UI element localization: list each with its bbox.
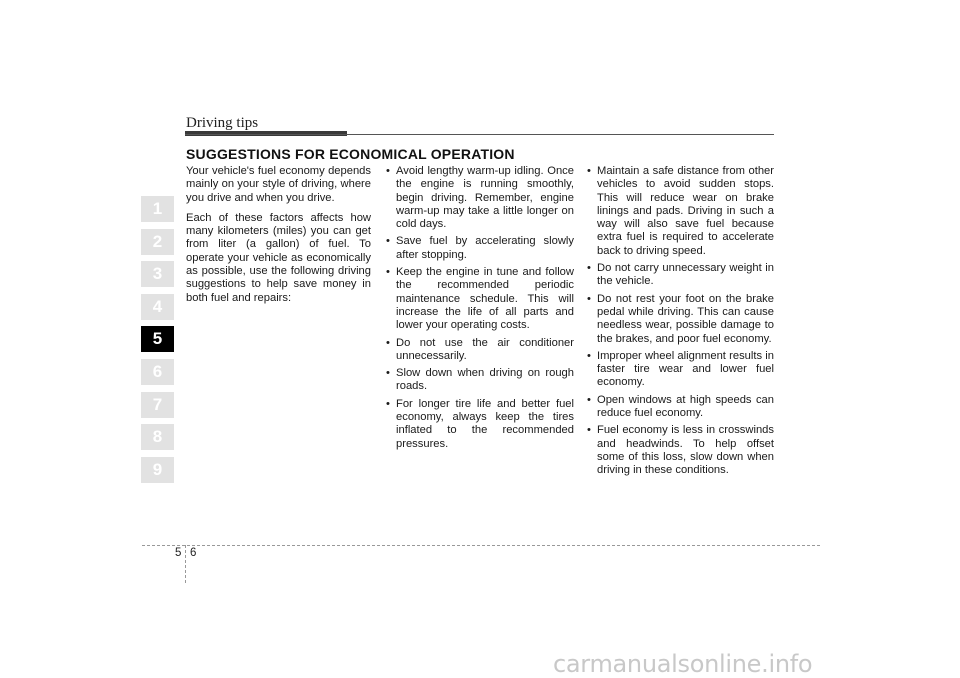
tip-item <box>385 165 574 231</box>
tip-text: Keep the engine in tune and follow the recommended periodic maintenance schedule. This will increase the life of all parts and lower your operating costs. <box>396 266 574 332</box>
chapter-tab-9[interactable]: 9 <box>141 457 174 483</box>
tip-item <box>586 394 774 421</box>
tip-text: For longer tire life and better fuel economy, always keep the tires inflated to the recommended pressures. <box>396 397 574 450</box>
tip-item <box>586 262 774 289</box>
header-rule-thin <box>185 134 774 135</box>
tip-item <box>385 367 574 394</box>
tip-text: Do not carry unnecessary weight in the vehicle. <box>597 262 774 288</box>
chapter-tab-7[interactable]: 7 <box>141 392 174 418</box>
tip-item <box>385 337 574 364</box>
bullet-icon: • <box>386 367 390 380</box>
tip-item <box>385 266 574 332</box>
footer-page-divider <box>185 545 186 583</box>
chapter-tab-5[interactable]: 5 <box>141 326 174 352</box>
section-heading: SUGGESTIONS FOR ECONOMICAL OPERATION <box>186 146 515 162</box>
bullet-icon: • <box>386 336 390 349</box>
bullet-icon: • <box>587 292 591 305</box>
footer-divider <box>142 545 820 546</box>
tip-item <box>586 293 774 346</box>
chapter-tab-6[interactable]: 6 <box>141 359 174 385</box>
tip-item <box>385 398 574 451</box>
column-tips-1 <box>385 165 574 455</box>
column-intro <box>186 165 371 312</box>
tip-text: Fuel economy is less in crosswinds and headwinds. To help offset some of this loss, slow down when driving in these conditions. <box>597 424 774 477</box>
tip-text: Do not rest your foot on the brake pedal while driving. This can cause needless wear, possible damage to the brakes, and poor fuel economy. <box>597 292 774 345</box>
tip-text: Improper wheel alignment results in faster tire wear and lower fuel economy. <box>597 349 774 389</box>
chapter-tab-4[interactable]: 4 <box>141 294 174 320</box>
bullet-icon: • <box>587 424 591 437</box>
column-tips-2 <box>586 165 774 482</box>
chapter-tab-2[interactable]: 2 <box>141 229 174 255</box>
page-header-title: Driving tips <box>186 115 259 131</box>
chapter-tab-3[interactable]: 3 <box>141 261 174 287</box>
bullet-icon: • <box>386 397 390 410</box>
tip-item <box>385 235 574 262</box>
bullet-icon: • <box>587 393 591 406</box>
footer-page-number: 6 <box>190 547 197 559</box>
tip-text: Avoid lengthy warm-up idling. Once the engine is running smoothly, begin driving. Remember, engine warm-up may take a little longer on cold days. <box>396 165 574 231</box>
bullet-icon: • <box>587 262 591 275</box>
bullet-icon: • <box>386 266 390 279</box>
tip-text: Save fuel by accelerating slowly after stopping. <box>396 235 574 261</box>
bullet-icon: • <box>587 165 591 177</box>
tip-text: Slow down when driving on rough roads. <box>396 367 574 393</box>
tip-item <box>586 424 774 477</box>
chapter-tabs <box>141 196 174 489</box>
bullet-icon: • <box>386 235 390 248</box>
chapter-tab-8[interactable]: 8 <box>141 424 174 450</box>
bullet-icon: • <box>587 349 591 362</box>
bullet-icon: • <box>386 165 390 177</box>
watermark: carmanualsonline.info <box>553 650 813 678</box>
tip-item <box>586 350 774 390</box>
chapter-tab-1[interactable]: 1 <box>141 196 174 222</box>
intro-paragraph: Each of these factors affects how many kilometers (miles) you can get from liter (a gallon) of fuel. To operate your vehicle as economically as possible, use the following driving suggestions to help save money in both fuel and repairs: <box>186 211 371 304</box>
footer-chapter-number: 5 <box>175 547 182 559</box>
tip-text: Open windows at high speeds can reduce fuel economy. <box>597 393 774 420</box>
tip-text: Do not use the air conditioner unnecessarily. <box>396 336 574 362</box>
tip-text: Maintain a safe distance from other vehicles to avoid sudden stops. This will reduce wear on brake linings and pads. Driving in such a way will also save fuel because extra fuel is required to accelerate back to driving speed. <box>597 165 774 257</box>
intro-paragraph: Your vehicle's fuel economy depends mainly on your style of driving, where you drive and when you drive. <box>186 165 371 204</box>
tip-item <box>586 165 774 258</box>
